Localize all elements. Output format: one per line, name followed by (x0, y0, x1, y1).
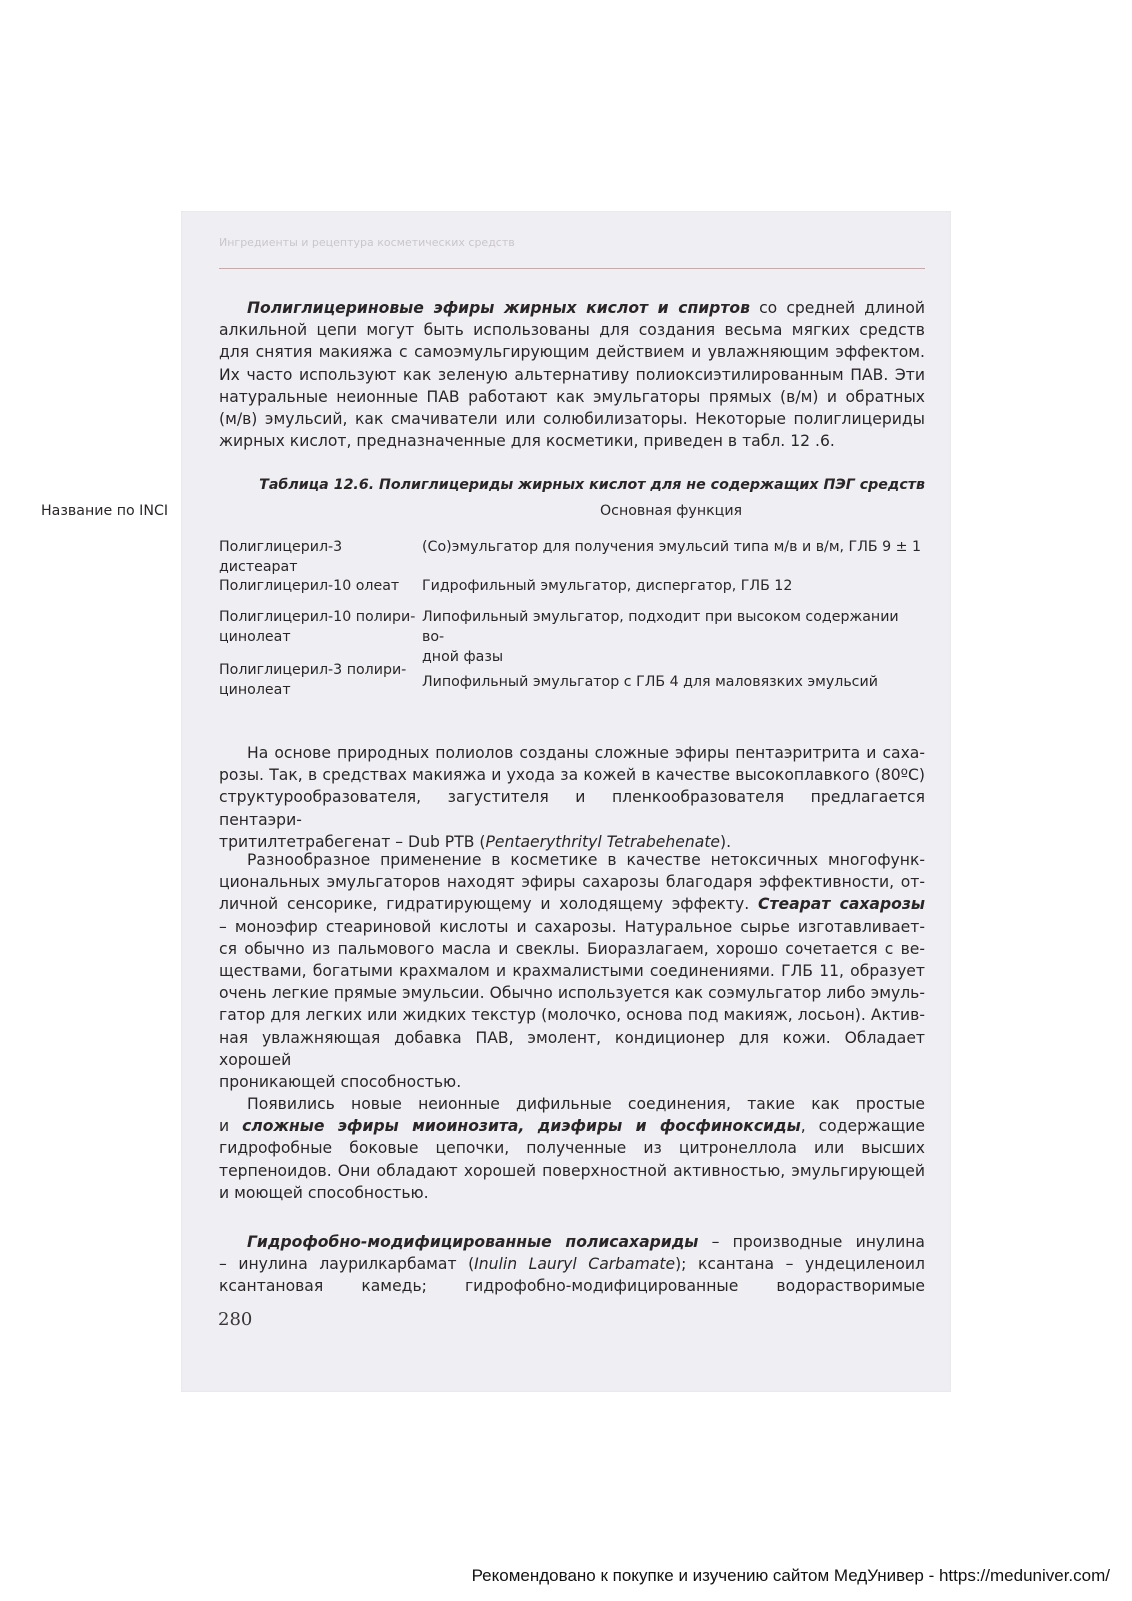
paragraph-line (219, 1071, 925, 1093)
paragraph-line (219, 1253, 925, 1275)
table-cell-line: (Со)эмульгатор для получения эмульсий типа м/в и в/м, ГЛБ 9 ± 1 (422, 539, 922, 555)
table-cell-line: цинолеат (219, 682, 291, 698)
body-text: ная увлажняющая добавка ПАВ, эмолент, кондиционер для кожи. Обладает хорошей (219, 1028, 925, 1069)
table-cell-function (422, 672, 925, 692)
body-text: жирных кислот, предназначенные для косметики, приведен в табл. 12 .6. (219, 432, 835, 451)
emphasis-text: Inulin Lauryl Carbamate (474, 1255, 676, 1274)
body-text: – моноэфир стеариновой кислоты и сахарозы. Натуральное сырье изготавливает- (219, 917, 925, 936)
paragraph-line (219, 938, 925, 960)
paragraph-line (219, 742, 925, 764)
table-cell-line: Полиглицерил-3 дистеарат (219, 539, 343, 575)
body-text: Появились новые неионные дифильные соединения, такие как простые (247, 1095, 925, 1113)
table-header-inci-name: Название по INCI (41, 503, 169, 519)
table-cell-function (422, 537, 925, 557)
header-rule (219, 268, 925, 269)
table-cell-name (219, 576, 419, 596)
table-cell-line: дной фазы (422, 649, 504, 665)
body-text: циональных эмульгаторов находят эфиры сахарозы благодаря эффективности, от- (219, 873, 925, 892)
paragraph-line (219, 786, 925, 830)
body-text: личной сенсорике, гидратирующему и холодящему эффекту. (219, 895, 759, 914)
emphasis-text: Pentaerythrityl Tetrabehenate (485, 832, 721, 851)
paragraph-pentaerythritol-esters (219, 742, 925, 853)
emphasis-text: сложные эфиры миоинозита, диэфиры и фосфиноксиды (242, 1117, 801, 1136)
body-text: со средней длиной (749, 299, 925, 317)
running-header: Ингредиенты и рецептура косметических средств (219, 236, 515, 249)
table-cell-name (219, 537, 419, 577)
table-cell-function (422, 576, 925, 596)
body-text: для снятия макияжа с самоэмульгирующим действием и увлажняющим эффектом. (219, 343, 925, 362)
paragraph-line (219, 341, 925, 363)
table-cell-line: Липофильный эмульгатор, подходит при высоком содержании во- (422, 609, 899, 645)
paragraph-line (219, 982, 925, 1004)
paragraph-line (219, 1160, 925, 1182)
body-text: проникающей способностью. (219, 1073, 462, 1092)
table-cell-name (219, 660, 419, 700)
body-text: гатор для легких или жидких текстур (молочко, основа под макияж, лосьон). Актив- (219, 1006, 925, 1025)
table-cell-name (219, 607, 419, 647)
table-caption: Таблица 12.6. Полиглицериды жирных кислот для не содержащих ПЭГ средств (259, 477, 925, 493)
body-text: алкильной цепи могут быть использованы для создания весьма мягких средств (219, 321, 925, 340)
paragraph-line (219, 1093, 925, 1115)
body-text: и моющей способностью. (219, 1183, 429, 1202)
body-text: розы. Так, в средствах макияжа и ухода за кожей в качестве высокоплавкого (80ºС) (219, 766, 925, 785)
body-text: ся обычно из пальмового масла и свеклы. Биоразлагаем, хорошо сочетается с ве- (219, 939, 925, 958)
table-cell-function (422, 607, 925, 667)
table-cell-line: цинолеат (219, 629, 291, 645)
body-text: тритилтетрабегенат – Dub PTB ( (219, 832, 486, 851)
table-cell-line: Полиглицерил-10 полири- (219, 609, 416, 625)
paragraph-sucrose-esters (219, 849, 925, 1093)
body-text: – производные инулина (698, 1233, 925, 1251)
paragraph-line (219, 1137, 925, 1159)
body-text: Их часто используют как зеленую альтернативу полиоксиэтилированным ПАВ. Эти (219, 365, 925, 384)
body-text: Разнообразное применение в косметике в качестве нетоксичных многофунк- (247, 851, 925, 869)
body-text: и (219, 1117, 243, 1136)
emphasis-text: Гидрофобно-модифицированные полисахариды (247, 1233, 699, 1251)
paragraph-line (219, 916, 925, 938)
body-text: ). (720, 832, 732, 851)
paragraph-line (219, 430, 925, 452)
paragraph-line (219, 849, 925, 871)
paragraph-line (219, 893, 925, 915)
body-text: очень легкие прямые эмульсии. Обычно используется как соэмульгатор либо эмуль- (219, 984, 925, 1003)
table-cell-line: Липофильный эмульгатор с ГЛБ 4 для маловязких эмульсий (422, 674, 878, 690)
paragraph-line (219, 1027, 925, 1071)
emphasis-text: Стеарат сахарозы (758, 895, 925, 914)
body-text: – инулина лаурилкарбамат ( (219, 1255, 475, 1274)
paragraph-line (219, 408, 925, 430)
paragraph-line (219, 1004, 925, 1026)
paragraph-line (219, 1182, 925, 1204)
paragraph-line (219, 297, 925, 319)
table-header-main-function: Основная функция (600, 503, 743, 519)
paragraph-line (219, 1115, 925, 1137)
paragraph-line (219, 1275, 925, 1297)
body-text: гидрофобные боковые цепочки, полученные из цитронеллола или высших (219, 1139, 925, 1158)
footer-recommendation: Рекомендовано к покупке и изучению сайтом МедУнивер - https://meduniver.com/ (471, 1566, 1110, 1585)
paragraph-line (219, 1231, 925, 1253)
paragraph-line (219, 319, 925, 341)
paragraph-line (219, 386, 925, 408)
body-text: терпеноидов. Они обладают хорошей поверхностной активностью, эмульгирующей (219, 1161, 925, 1180)
paragraph-line (219, 364, 925, 386)
emphasis-text: Полиглицериновые эфиры жирных кислот и спиртов (247, 299, 750, 317)
page-number: 280 (218, 1309, 253, 1330)
paragraph-line (219, 871, 925, 893)
table-cell-line: Гидрофильный эмульгатор, диспергатор, ГЛБ 12 (422, 578, 793, 594)
paragraph-line (219, 960, 925, 982)
body-text: (м/в) эмульсий, как смачиватели или солюбилизаторы. Некоторые полиглицериды (219, 410, 925, 429)
body-text: структурообразователя, загустителя и пленкообразователя предлагается пентаэри- (219, 788, 925, 829)
paragraph-polyglycerol-esters (219, 297, 925, 452)
body-text: ); ксантана – ундециленоил (675, 1255, 925, 1274)
table-cell-line: Полиглицерил-10 олеат (219, 578, 400, 594)
paragraph-myoinositol-esters (219, 1093, 925, 1204)
body-text: , содержащие (800, 1117, 925, 1136)
paragraph-modified-polysaccharides (219, 1231, 925, 1298)
body-text: натуральные неионные ПАВ работают как эмульгаторы прямых (в/м) и обратных (219, 387, 925, 406)
body-text: На основе природных полиолов созданы сложные эфиры пентаэритрита и саха- (247, 744, 925, 762)
body-text: ксантановая камедь; гидрофобно-модифицированные водорастворимые (219, 1277, 925, 1296)
paragraph-line (219, 764, 925, 786)
body-text: ществами, богатыми крахмалом и крахмалистыми соединениями. ГЛБ 11, образует (219, 962, 925, 981)
table-cell-line: Полиглицерил-3 полири- (219, 662, 407, 678)
